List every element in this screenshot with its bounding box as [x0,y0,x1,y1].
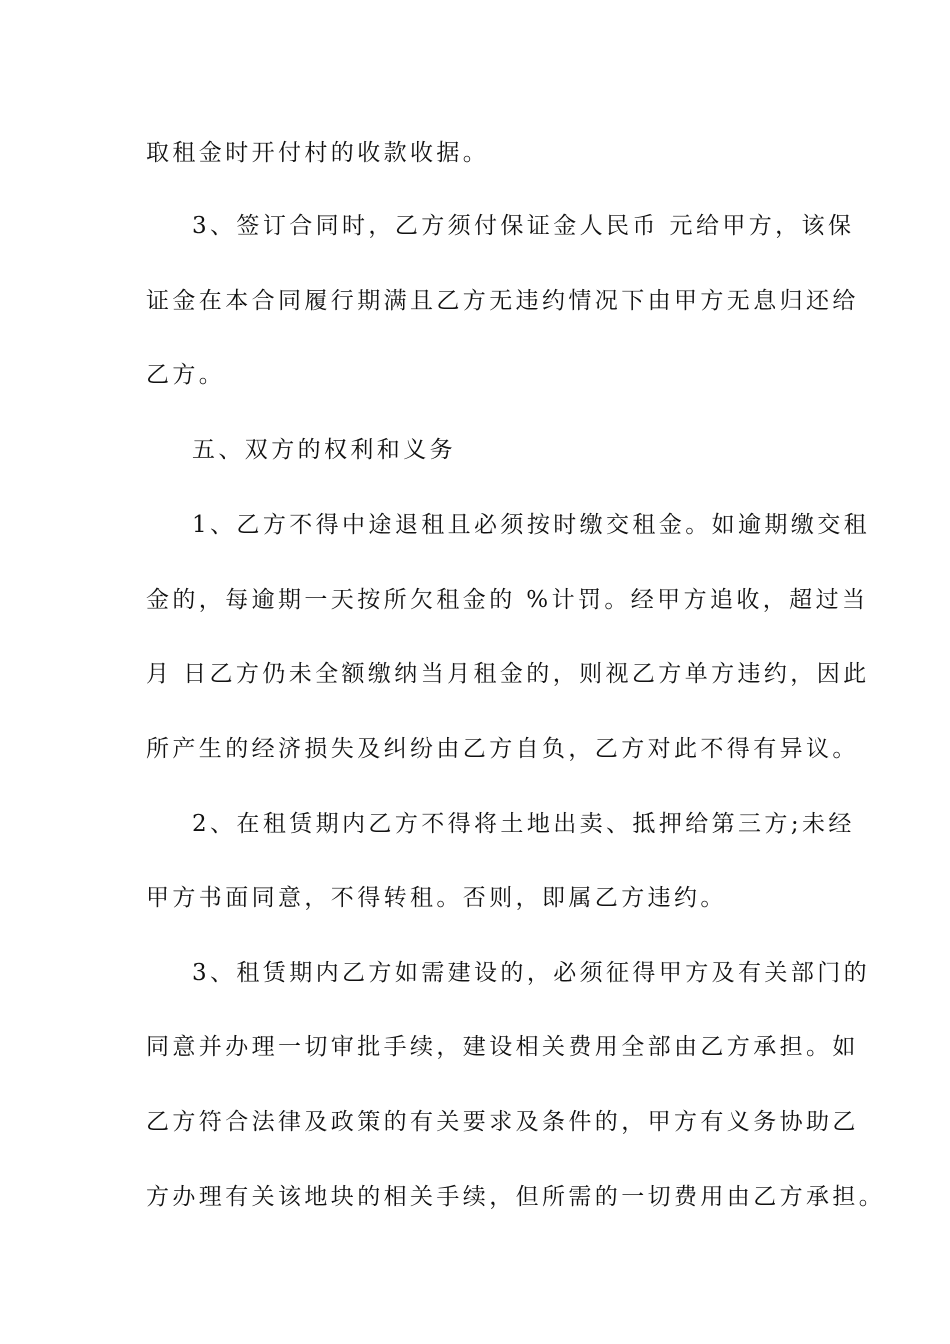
clause-2-transfer: 2、在租赁期内乙方不得将土地出卖、抵押给第三方;未经 [192,811,855,837]
text-line: 同意并办理一切审批手续，建设相关费用全部由乙方承担。如 [146,1034,859,1060]
text-line: 所产生的经济损失及纠纷由乙方自负，乙方对此不得有异议。 [146,736,859,762]
text-line: 金的，每逾期一天按所欠租金的 %计罚。经甲方追收，超过当 [146,587,869,613]
text-line: 乙方符合法律及政策的有关要求及条件的，甲方有义务协助乙 [146,1109,859,1135]
text-line: 证金在本合同履行期满且乙方无违约情况下由甲方无息归还给 [146,288,859,314]
clause-3-deposit: 3、签订合同时，乙方须付保证金人民币 元给甲方，该保 [192,213,855,239]
clause-3-construction: 3、租赁期内乙方如需建设的，必须征得甲方及有关部门的 [192,960,871,986]
text-line: 方办理有关该地块的相关手续，但所需的一切费用由乙方承担。 [146,1184,886,1210]
section-heading: 五、双方的权利和义务 [192,437,456,463]
text-line: 月 日乙方仍未全额缴纳当月租金的，则视乙方单方违约，因此 [146,661,870,687]
text-line: 甲方书面同意，不得转租。否则，即属乙方违约。 [146,885,727,911]
clause-1-rent: 1、乙方不得中途退租且必须按时缴交租金。如逾期缴交租 [192,512,871,538]
text-line: 乙方。 [146,362,226,388]
text-line: 取租金时开付村的收款收据。 [146,140,490,166]
